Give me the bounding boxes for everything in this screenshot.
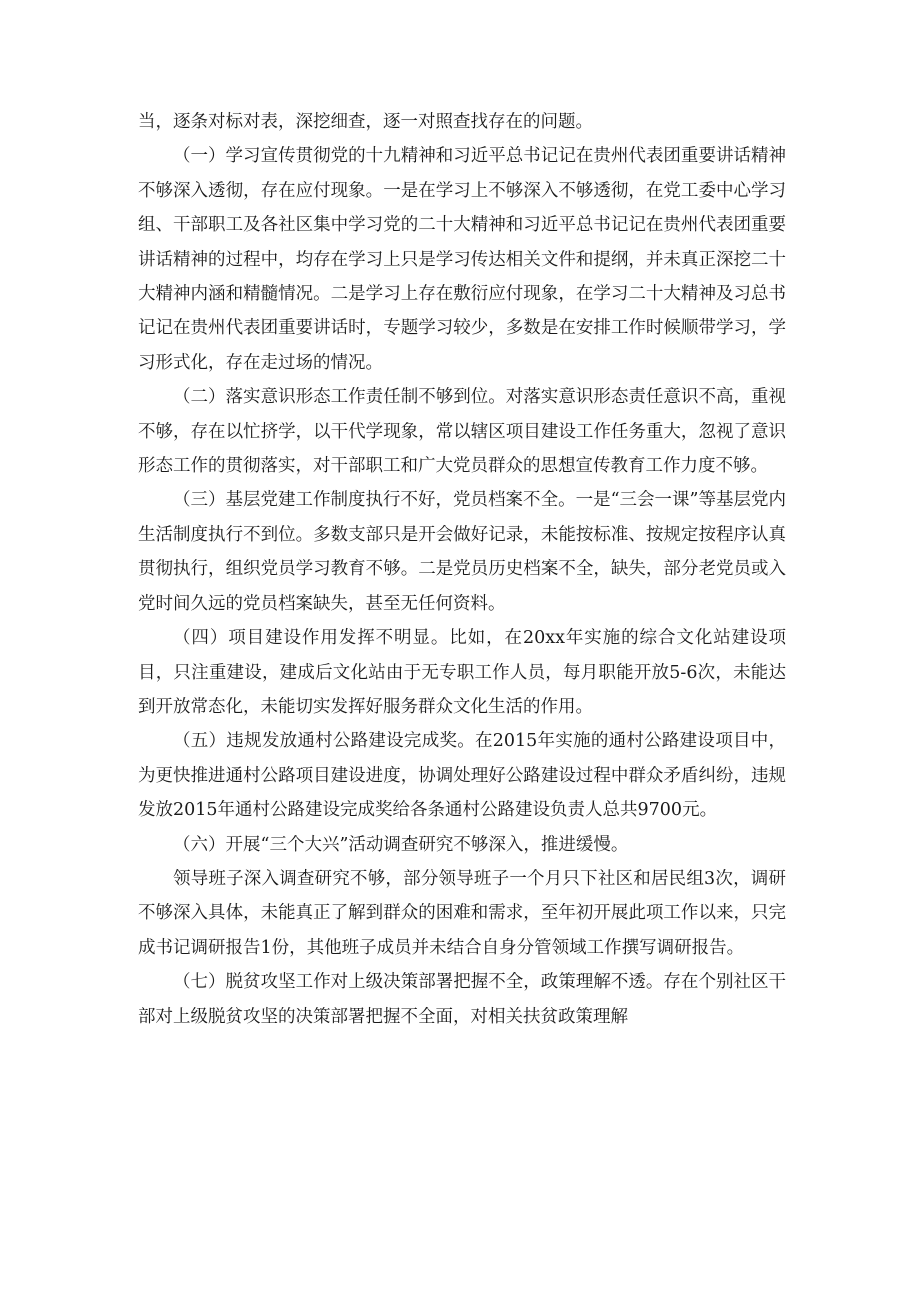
paragraph-item-6-detail: 领导班子深入调查研究不够，部分领导班子一个月只下社区和居民组3次，调研不够深入具体，未能真正了解到群众的困难和需求，至年初开展此项工作以来，只完成书记调研报告1份，其他班子成员并未结合自身分管领域工作撰写调研报告。 bbox=[138, 868, 786, 958]
paragraph-item-3: （三）基层党建工作制度执行不好，党员档案不全。一是“三会一课”等基层党内生活制度执行不到位。多数支部只是开会做好记录，未能按标准、按规定按程序认真贯彻执行，组织党员学习教育不够。二是党员历史档案不全，缺失，部分老党员或入党时间久远的党员档案缺失，甚至无任何资料。 bbox=[138, 490, 786, 614]
document-body bbox=[138, 105, 786, 1034]
paragraph-item-5: （五）违规发放通村公路建设完成奖。在2015年实施的通村公路建设项目中，为更快推进通村公路项目建设进度，协调处理好公路建设过程中群众矛盾纠纷，违规发放2015年通村公路建设完成奖给各条通村公路建设负责人总共9700元。 bbox=[138, 731, 786, 821]
paragraph-item-4: （四）项目建设作用发挥不明显。比如，在20xx年实施的综合文化站建设项目，只注重建设，建成后文化站由于无专职工作人员，每月职能开放5-6次，未能达到开放常态化，未能切实发挥好服务群众文化生活的作用。 bbox=[138, 628, 786, 717]
paragraph-item-2: （二）落实意识形态工作责任制不够到位。对落实意识形态责任意识不高，重视不够，存在以忙挤学，以干代学现象，常以辖区项目建设工作任务重大，忽视了意识形态工作的贯彻落实，对干部职工和广大党员群众的思想宣传教育工作力度不够。 bbox=[138, 387, 786, 477]
paragraph-continuation: 当，逐条对标对表，深挖细查，逐一对照查找存在的问题。 bbox=[138, 112, 593, 132]
paragraph-item-6: （六）开展“三个大兴”活动调查研究不够深入，推进缓慢。 bbox=[173, 834, 629, 855]
paragraph-item-7: （七）脱贫攻坚工作对上级决策部署把握不全，政策理解不透。存在个别社区干部对上级脱贫攻坚的决策部署把握不全面，对相关扶贫政策理解 bbox=[138, 972, 786, 1027]
paragraph-item-1: （一）学习宣传贯彻党的十九精神和习近平总书记记在贵州代表团重要讲话精神不够深入透彻，存在应付现象。一是在学习上不够深入不够透彻，在党工委中心学习组、干部职工及各社区集中学习党的二十大精神和习近平总书记记在贵州代表团重要讲话精神的过程中，均存在学习上只是学习传达相关文件和提纲，并未真正深挖二十大精神内涵和精髓情况。二是学习上存在敷衍应付现象，在学习二十大精神及习总书记记在贵州代表团重要讲话时，专题学习较少，多数是在安排工作时候顺带学习，学习形式化，存在走过场的情况。 bbox=[138, 146, 786, 373]
